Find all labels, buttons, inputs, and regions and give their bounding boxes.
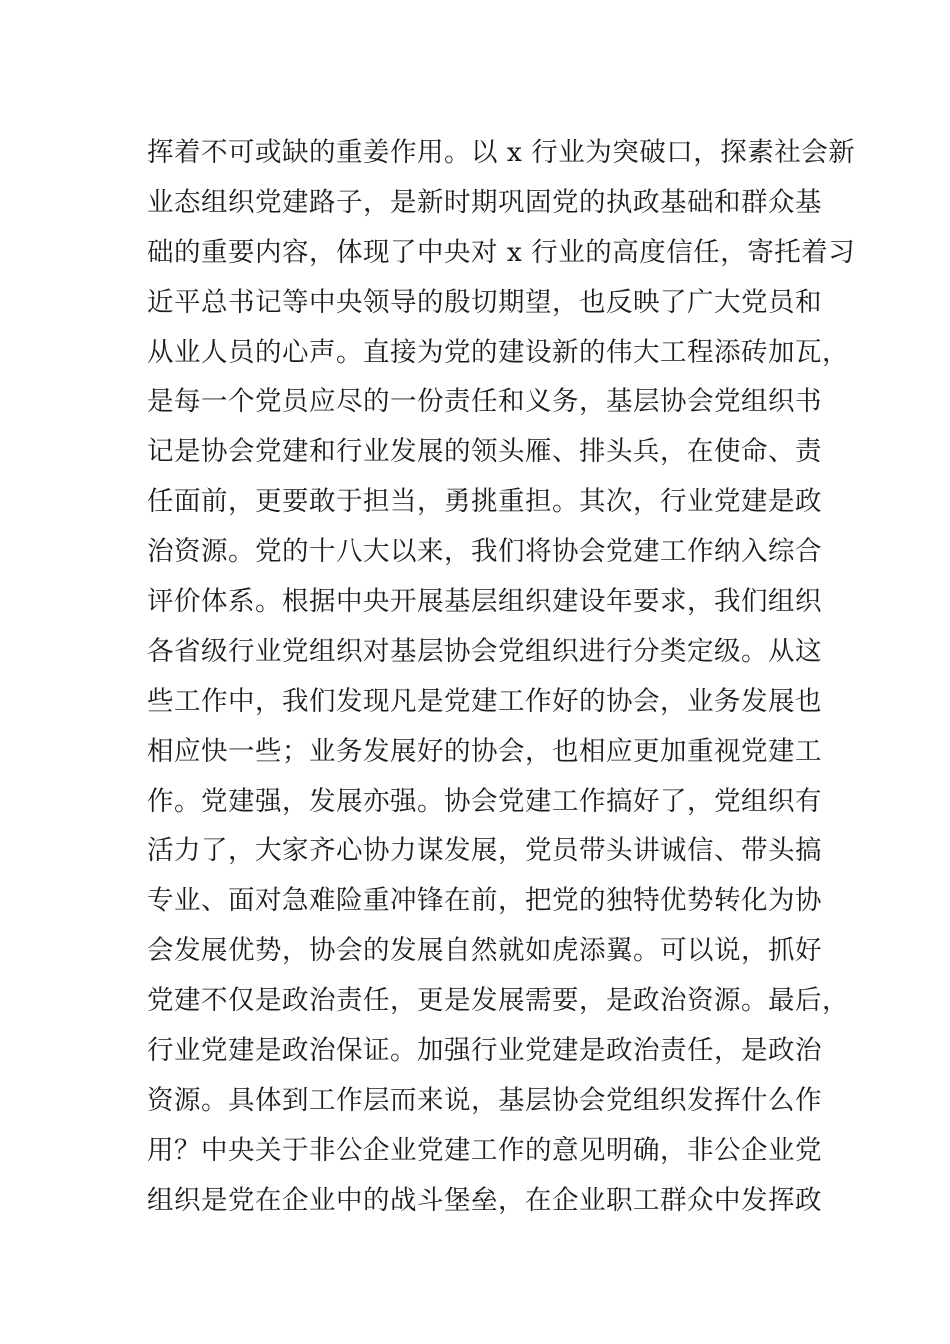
text-line: 资源。具体到工作层而来说，基层协会党组织发挥什么作: [147, 1084, 822, 1116]
body-text: [147, 128, 856, 1226]
text-line: 是每一个党员应尽的一份责任和义务，基层协会党组织书: [147, 386, 822, 418]
text-line: 近平总书记等中央领导的殷切期望，也反映了广大党员和: [147, 286, 822, 318]
text-line: 记是协会党建和行业发展的领头雁、排头兵，在使命、责: [147, 436, 822, 468]
text-line: 从业人员的心声。直接为党的建设新的伟大工程添砖加瓦，: [147, 336, 849, 368]
text-line: 组织是党在企业中的战斗堡垒，在企业职工群众中发挥政: [147, 1184, 822, 1216]
text-line: 用？中央关于非公企业党建工作的意见明确，非公企业党: [147, 1134, 822, 1166]
text-line: 相应快一些；业务发展好的协会，也相应更加重视党建工: [147, 735, 822, 767]
text-line: 会发展优势，协会的发展自然就如虎添翼。可以说，抓好: [147, 935, 822, 967]
text-line: 任面前，更要敢于担当，勇挑重担。其次，行业党建是政: [147, 486, 822, 518]
text-line: 业态组织党建路子，是新时期巩固党的执政基础和群众基: [147, 186, 822, 218]
text-line: 些工作中，我们发现凡是党建工作好的协会，业务发展也: [147, 685, 822, 717]
text-line: 础的重要内容，体现了中央对 x 行业的高度信任，寄托着习: [147, 236, 856, 268]
text-line: 挥着不可或缺的重姜作用。以 x 行业为突破口，探素社会新: [147, 137, 856, 168]
text-line: 行业党建是政治保证。加强行业党建是政治责任，是政治: [147, 1035, 822, 1067]
text-line: 专业、面对急难险重冲锋在前，把党的独特优势转化为协: [147, 885, 822, 917]
text-line: 作。党建强，发展亦强。协会党建工作搞好了，党组织有: [147, 785, 822, 817]
text-line: 治资源。党的十八大以来，我们将协会党建工作纳入综合: [147, 536, 822, 568]
text-line: 党建不仅是政治责任，更是发展需要，是政治资源。最后，: [147, 985, 849, 1017]
text-line: 活力了，大家齐心协力谋发展，党员带头讲诚信、带头搞: [147, 835, 822, 867]
text-line: 各省级行业党组织对基层协会党组织进行分类定级。从这: [147, 635, 822, 667]
text-line: 评价体系。根据中央开展基层组织建设年要求，我们组织: [147, 586, 822, 618]
